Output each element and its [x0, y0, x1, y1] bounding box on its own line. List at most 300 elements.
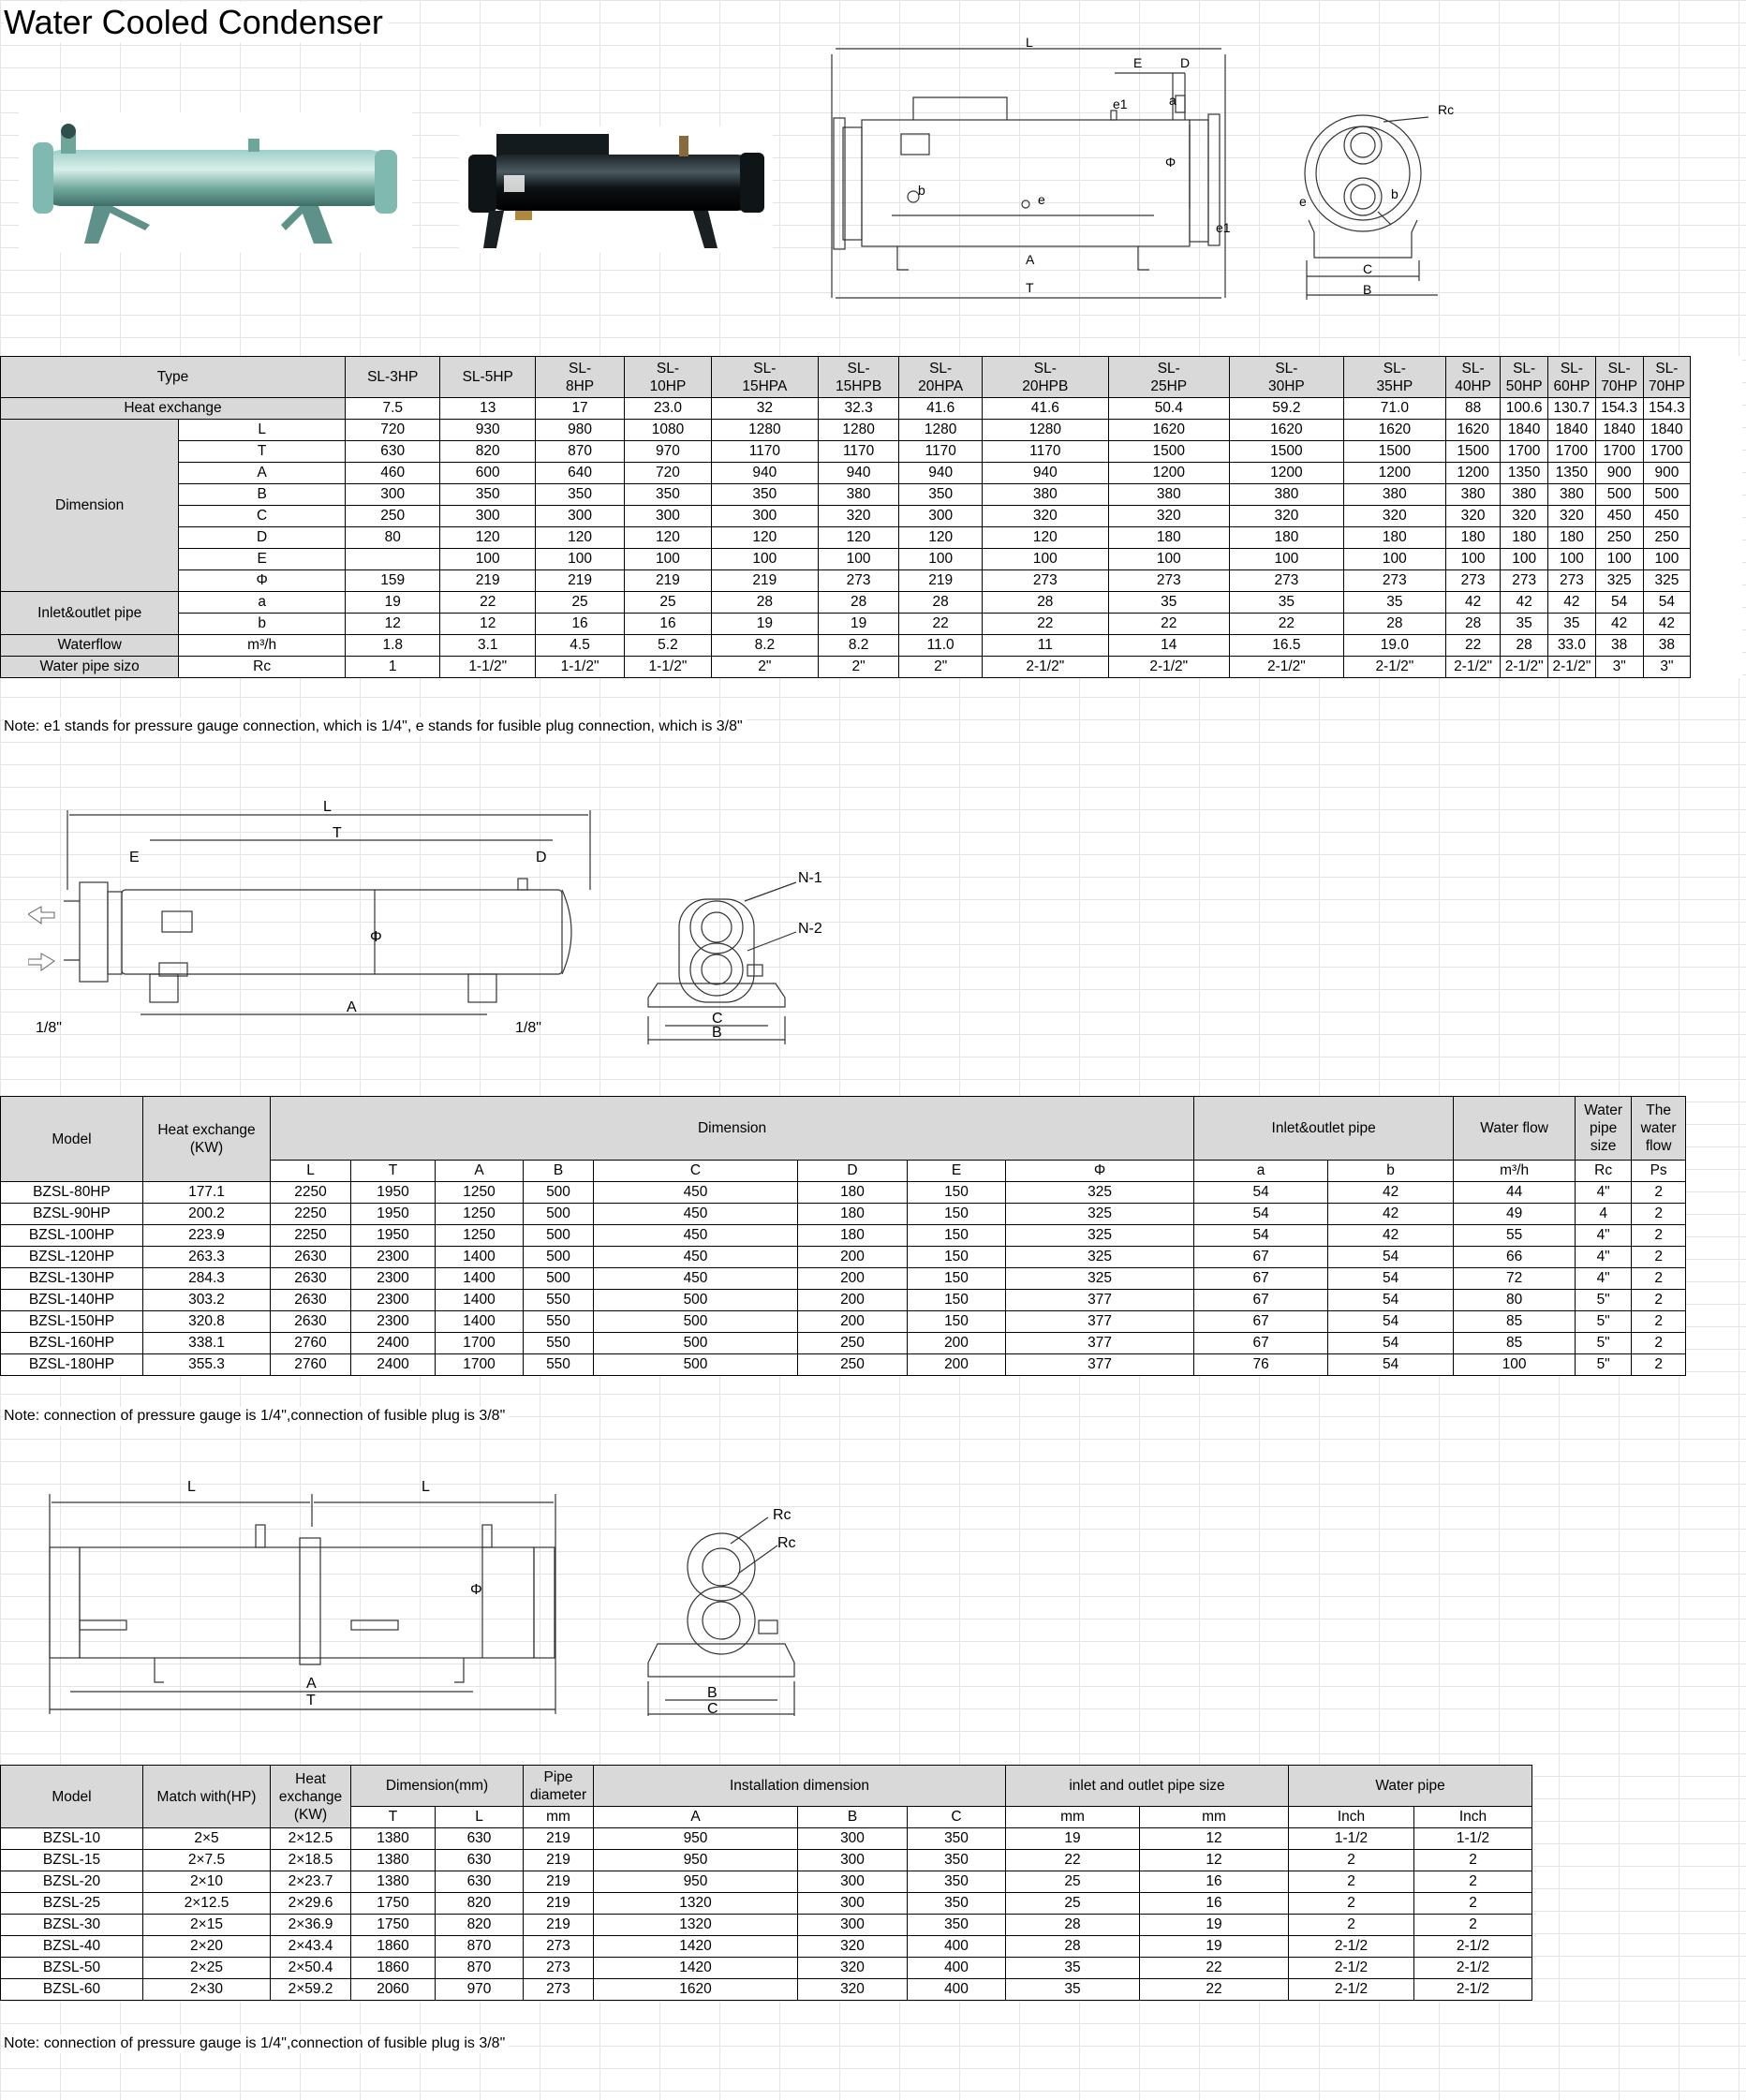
t1-inlet-key: b: [179, 614, 346, 635]
table-cell: 350: [908, 1915, 1006, 1936]
table-cell: 200.2: [143, 1204, 271, 1225]
page-title: Water Cooled Condenser: [4, 2, 389, 43]
table-cell: 16: [625, 614, 712, 635]
table-cell: 85: [1454, 1333, 1576, 1354]
t3-sub-header: L: [436, 1807, 524, 1828]
table-cell: 300: [798, 1850, 908, 1871]
table-cell: 44: [1454, 1182, 1576, 1204]
t2-sub-header: Φ: [1006, 1161, 1194, 1182]
table-cell: 42: [1328, 1182, 1454, 1204]
table-row: [1, 1915, 1532, 1936]
table-cell: 450: [1643, 506, 1691, 527]
table-cell: 2: [1414, 1915, 1532, 1936]
table-cell: BZSL-180HP: [1, 1354, 143, 1376]
table-cell: 130.7: [1548, 398, 1596, 420]
table-cell: 42: [1595, 614, 1643, 635]
table-cell: 970: [436, 1979, 524, 2001]
table-cell: 35: [1343, 592, 1445, 614]
t1-pipe-label: Water pipe sizo: [1, 657, 179, 678]
t3-sub-header: mm: [1006, 1807, 1140, 1828]
table-cell: 300: [711, 506, 818, 527]
t2-sub-header: L: [271, 1161, 351, 1182]
table-cell: 19: [1140, 1915, 1289, 1936]
dim-c: C: [707, 1701, 718, 1717]
dim-l-left: L: [187, 1479, 196, 1495]
t1-model-header: SL- 10HP: [625, 357, 712, 398]
table-cell: 100: [625, 549, 712, 570]
table-cell: 32.3: [818, 398, 898, 420]
table-cell: 500: [594, 1354, 798, 1376]
table-cell: [345, 549, 440, 570]
table-cell: 2400: [351, 1354, 436, 1376]
t2-sub-header: b: [1328, 1161, 1454, 1182]
t3-heat-header: Heat exchange (KW): [271, 1766, 351, 1828]
table-cell: 100: [1643, 549, 1691, 570]
table-cell: 19: [1006, 1828, 1140, 1850]
table-cell: 377: [1006, 1311, 1194, 1333]
table-cell: 3": [1643, 657, 1691, 678]
table-row: [1, 1268, 1686, 1290]
table-cell: 1.8: [345, 635, 440, 657]
table-cell: 300: [798, 1893, 908, 1915]
t2-theflow-header: The water flow: [1632, 1097, 1686, 1161]
table-cell: 450: [594, 1225, 798, 1247]
table-cell: 2×25: [143, 1958, 271, 1979]
t2-sub-header: C: [594, 1161, 798, 1182]
t1-model-header: SL- 20HPB: [983, 357, 1109, 398]
t3-dimension-header: Dimension(mm): [351, 1766, 524, 1807]
t2-sub-header: Ps: [1632, 1161, 1686, 1182]
table-cell: 500: [1643, 484, 1691, 506]
table-cell: 180: [1445, 527, 1500, 549]
table-cell: 820: [436, 1915, 524, 1936]
dim-b: B: [1363, 282, 1372, 297]
table-cell: 2630: [271, 1311, 351, 1333]
table-cell: 38: [1643, 635, 1691, 657]
table-cell: 19.0: [1343, 635, 1445, 657]
dim-d: D: [536, 850, 547, 865]
table-cell: 350: [908, 1850, 1006, 1871]
dim-a: A: [306, 1676, 317, 1692]
table-row: [1, 527, 1742, 549]
table-cell: 3": [1595, 657, 1643, 678]
table-cell: 2: [1632, 1354, 1686, 1376]
table-cell: 300: [440, 506, 536, 527]
table-cell: 54: [1194, 1204, 1328, 1225]
table-cell: 720: [625, 463, 712, 484]
table-cell: 42: [1328, 1225, 1454, 1247]
table-row: [1, 570, 1742, 592]
table-cell: 550: [524, 1333, 594, 1354]
table-cell: 2×50.4: [271, 1958, 351, 1979]
table-cell: BZSL-80HP: [1, 1182, 143, 1204]
table-cell: 250: [1643, 527, 1691, 549]
table-cell: 1420: [594, 1958, 798, 1979]
t2-sub-header: T: [351, 1161, 436, 1182]
table-cell: 67: [1194, 1247, 1328, 1268]
table-cell: 273: [1343, 570, 1445, 592]
table-cell: 154.3: [1643, 398, 1691, 420]
table-cell: 25: [1006, 1893, 1140, 1915]
table-cell: 19: [1140, 1936, 1289, 1958]
table-cell: 42: [1548, 592, 1596, 614]
table-cell: 150: [908, 1247, 1006, 1268]
table-cell: 2760: [271, 1333, 351, 1354]
table-cell: 1170: [899, 441, 983, 463]
table-cell: 35: [1108, 592, 1229, 614]
table-cell: 100: [1445, 549, 1500, 570]
t1-model-header: SL- 15HPA: [711, 357, 818, 398]
table-cell: 350: [535, 484, 624, 506]
label-e1-right: e1: [1216, 220, 1231, 235]
table-cell: 460: [345, 463, 440, 484]
drawing-bzsl-double-end-view: [637, 1499, 824, 1719]
table-row: [1, 549, 1742, 570]
table-cell: 12: [345, 614, 440, 635]
table-cell: 200: [798, 1311, 908, 1333]
table-cell: 450: [594, 1204, 798, 1225]
table-cell: 16: [1140, 1871, 1289, 1893]
table-cell: 4.5: [535, 635, 624, 657]
table-cell: 1860: [351, 1936, 436, 1958]
table-cell: 320: [1445, 506, 1500, 527]
table-cell: 28: [1445, 614, 1500, 635]
table-cell: 320: [798, 1958, 908, 1979]
t2-sub-header: m³/h: [1454, 1161, 1576, 1182]
table-cell: 120: [711, 527, 818, 549]
table-cell: 1080: [625, 420, 712, 441]
table-cell: 630: [345, 441, 440, 463]
black-condenser-photo: [459, 126, 773, 253]
table-cell: 8.2: [711, 635, 818, 657]
table-cell: 72: [1454, 1268, 1576, 1290]
table-cell: 1700: [1595, 441, 1643, 463]
table-cell: 1280: [818, 420, 898, 441]
table-cell: 940: [711, 463, 818, 484]
table-row: [1, 506, 1742, 527]
table-cell: 500: [524, 1247, 594, 1268]
table-cell: 2×12.5: [143, 1893, 271, 1915]
table-cell: 2": [711, 657, 818, 678]
table-cell: 100: [711, 549, 818, 570]
table-row: [1, 635, 1742, 657]
table-cell: 2300: [351, 1311, 436, 1333]
t3-pipe-header: Pipe diameter: [524, 1766, 594, 1807]
t1-dimension-label: Dimension: [1, 420, 179, 592]
table-cell: 350: [625, 484, 712, 506]
table-row: [1, 1333, 1686, 1354]
table-cell: 980: [535, 420, 624, 441]
table-cell: 54: [1328, 1290, 1454, 1311]
table-cell: 28: [711, 592, 818, 614]
table-cell: 1500: [1229, 441, 1343, 463]
table-cell: 12: [1140, 1828, 1289, 1850]
table-cell: 54: [1328, 1311, 1454, 1333]
table-cell: BZSL-15: [1, 1850, 143, 1871]
table-cell: 1840: [1595, 420, 1643, 441]
table-cell: 1700: [1548, 441, 1596, 463]
table-cell: 820: [440, 441, 536, 463]
table-cell: 219: [440, 570, 536, 592]
table-cell: 180: [1108, 527, 1229, 549]
label-e-end: e: [1299, 194, 1307, 209]
table-cell: 325: [1006, 1247, 1194, 1268]
table-cell: 450: [1595, 506, 1643, 527]
table-cell: 1320: [594, 1915, 798, 1936]
table-cell: 22: [983, 614, 1109, 635]
label-rc-top: Rc: [773, 1507, 792, 1523]
table-cell: 80: [1454, 1290, 1576, 1311]
table-cell: 71.0: [1343, 398, 1445, 420]
table-row: [1, 1936, 1532, 1958]
table-cell: 2-1/2": [1548, 657, 1596, 678]
table-cell: 325: [1643, 570, 1691, 592]
table-cell: 870: [436, 1936, 524, 1958]
table-row: [1, 1871, 1532, 1893]
table-cell: 900: [1643, 463, 1691, 484]
table-cell: 400: [908, 1936, 1006, 1958]
table-cell: 22: [440, 592, 536, 614]
table-cell: 950: [594, 1828, 798, 1850]
table-cell: 80: [345, 527, 440, 549]
table-cell: 7.5: [345, 398, 440, 420]
table-cell: 100: [440, 549, 536, 570]
table-cell: 2: [1414, 1850, 1532, 1871]
table-cell: 154.3: [1595, 398, 1643, 420]
table-cell: BZSL-150HP: [1, 1311, 143, 1333]
dim-t: T: [306, 1693, 316, 1708]
table-cell: 67: [1194, 1333, 1328, 1354]
t1-model-header: SL- 25HP: [1108, 357, 1229, 398]
table-cell: 450: [594, 1268, 798, 1290]
table-cell: 1750: [351, 1915, 436, 1936]
table-cell: BZSL-100HP: [1, 1225, 143, 1247]
t1-model-header: SL- 35HP: [1343, 357, 1445, 398]
table-cell: 350: [908, 1893, 1006, 1915]
label-left-1-8: 1/8": [36, 1020, 62, 1036]
table-cell: 1-1/2": [535, 657, 624, 678]
table-cell: 100: [1229, 549, 1343, 570]
label-e1: e1: [1113, 96, 1128, 111]
t1-dimension-key: Φ: [179, 570, 346, 592]
table-cell: 377: [1006, 1333, 1194, 1354]
table-cell: 2×7.5: [143, 1850, 271, 1871]
table-cell: 17: [535, 398, 624, 420]
table-cell: 120: [625, 527, 712, 549]
table-cell: 180: [1501, 527, 1548, 549]
table-cell: 2×18.5: [271, 1850, 351, 1871]
table-cell: 22: [1140, 1979, 1289, 2001]
t1-model-header: SL- 15HPB: [818, 357, 898, 398]
table-cell: 28: [1006, 1936, 1140, 1958]
table-cell: 377: [1006, 1290, 1194, 1311]
t1-dimension-key: E: [179, 549, 346, 570]
table-cell: 25: [1006, 1871, 1140, 1893]
table-cell: 200: [798, 1290, 908, 1311]
table-cell: 820: [436, 1893, 524, 1915]
table-cell: 350: [440, 484, 536, 506]
table-cell: 1350: [1548, 463, 1596, 484]
table-row: [1, 420, 1742, 441]
table-cell: 200: [798, 1247, 908, 1268]
table-cell: 1400: [436, 1247, 524, 1268]
table-cell: 1-1/2": [625, 657, 712, 678]
table-cell: 100: [1548, 549, 1596, 570]
table-cell: 500: [524, 1268, 594, 1290]
table-cell: 100: [983, 549, 1109, 570]
table-cell: 380: [1343, 484, 1445, 506]
table-cell: 35: [1501, 614, 1548, 635]
table-cell: 16.5: [1229, 635, 1343, 657]
table-cell: 219: [524, 1871, 594, 1893]
table-cell: 380: [1548, 484, 1596, 506]
table-cell: 325: [1006, 1204, 1194, 1225]
t2-heat-header: Heat exchange (KW): [143, 1097, 271, 1182]
label-b-end: b: [1391, 186, 1398, 201]
table-row: [1, 1958, 1532, 1979]
table-cell: 1400: [436, 1268, 524, 1290]
drawing-bzsl-end-view: [637, 862, 852, 1049]
table-cell: 180: [1229, 527, 1343, 549]
dim-a: A: [347, 999, 357, 1015]
table-cell: 150: [908, 1182, 1006, 1204]
table-cell: 380: [1501, 484, 1548, 506]
table-cell: 377: [1006, 1354, 1194, 1376]
table-cell: 35: [1006, 1979, 1140, 2001]
table-cell: 2-1/2": [1501, 657, 1548, 678]
table-cell: 180: [1343, 527, 1445, 549]
table-cell: 22: [1229, 614, 1343, 635]
table-cell: 100: [535, 549, 624, 570]
table-cell: 4: [1576, 1204, 1632, 1225]
table-cell: 940: [983, 463, 1109, 484]
table-cell: 100.6: [1501, 398, 1548, 420]
table-cell: 150: [908, 1225, 1006, 1247]
table-cell: 5": [1576, 1311, 1632, 1333]
t1-model-header: SL- 30HP: [1229, 357, 1343, 398]
table-cell: 930: [440, 420, 536, 441]
t1-dimension-key: A: [179, 463, 346, 484]
table-cell: 1840: [1501, 420, 1548, 441]
table-cell: 1400: [436, 1311, 524, 1333]
table-cell: 42: [1501, 592, 1548, 614]
table-cell: 35: [1548, 614, 1596, 635]
table-cell: 2250: [271, 1225, 351, 1247]
t1-model-header: SL- 50HP: [1501, 357, 1548, 398]
t1-waterflow-label: Waterflow: [1, 635, 179, 657]
table-cell: 150: [908, 1311, 1006, 1333]
t2-pipesize-header: Water pipe size: [1576, 1097, 1632, 1161]
t1-type-header: Type: [1, 357, 346, 398]
t2-sub-header: A: [436, 1161, 524, 1182]
table-cell: 1-1/2: [1414, 1828, 1532, 1850]
table-cell: 273: [524, 1958, 594, 1979]
table-cell: 1170: [983, 441, 1109, 463]
t3-sub-header: mm: [524, 1807, 594, 1828]
table-cell: 720: [345, 420, 440, 441]
dim-t: T: [1026, 280, 1034, 295]
table-cell: 11: [983, 635, 1109, 657]
table-cell: 42: [1643, 614, 1691, 635]
table-cell: 35: [1006, 1958, 1140, 1979]
table-cell: 150: [908, 1290, 1006, 1311]
note-1: Note: e1 stands for pressure gauge connection, which is 1/4", e stands for fusible plug connection, which is 3/8": [4, 717, 747, 736]
label-b: b: [918, 183, 925, 198]
label-e: e: [1038, 192, 1045, 207]
table-cell: BZSL-120HP: [1, 1247, 143, 1268]
table-cell: 28: [899, 592, 983, 614]
table-cell: 12: [440, 614, 536, 635]
t2-sub-header: E: [908, 1161, 1006, 1182]
table-cell: 2×10: [143, 1871, 271, 1893]
table-cell: 2-1/2": [1108, 657, 1229, 678]
table-cell: 450: [594, 1247, 798, 1268]
t2-sub-header: a: [1194, 1161, 1328, 1182]
t1-model-header: SL-5HP: [440, 357, 536, 398]
table-cell: 300: [899, 506, 983, 527]
table-cell: 2300: [351, 1247, 436, 1268]
table-cell: 2: [1289, 1850, 1414, 1871]
table-cell: 219: [535, 570, 624, 592]
label-n1: N-1: [798, 870, 822, 886]
table-cell: 2250: [271, 1182, 351, 1204]
table-cell: 2×15: [143, 1915, 271, 1936]
table-cell: 100: [1501, 549, 1548, 570]
table-cell: 970: [625, 441, 712, 463]
table-cell: 22: [1445, 635, 1500, 657]
t2-dimension-header: Dimension: [271, 1097, 1194, 1161]
table-cell: 200: [798, 1268, 908, 1290]
table-cell: 23.0: [625, 398, 712, 420]
table-cell: 2-1/2: [1414, 1936, 1532, 1958]
table-row: [1, 1225, 1686, 1247]
t2-model-header: Model: [1, 1097, 143, 1182]
table-cell: 300: [345, 484, 440, 506]
table-row: [1, 484, 1742, 506]
table-cell: 2×12.5: [271, 1828, 351, 1850]
table-cell: 219: [625, 570, 712, 592]
table-cell: 320: [1501, 506, 1548, 527]
table-row: [1, 1828, 1532, 1850]
table-cell: 2: [1632, 1311, 1686, 1333]
table-cell: 940: [818, 463, 898, 484]
t2-waterflow-header: Water flow: [1454, 1097, 1576, 1161]
table-cell: 8.2: [818, 635, 898, 657]
table-cell: 320: [1343, 506, 1445, 527]
dim-phi: Φ: [370, 929, 382, 945]
table-cell: 250: [798, 1354, 908, 1376]
table-cell: 2: [1289, 1915, 1414, 1936]
t3-sub-header: mm: [1140, 1807, 1289, 1828]
t1-dimension-key: L: [179, 420, 346, 441]
drawing-bzsl-side-view: [28, 787, 599, 1044]
table-cell: 2-1/2": [983, 657, 1109, 678]
table-cell: 273: [1108, 570, 1229, 592]
table-cell: 1700: [1501, 441, 1548, 463]
t1-dimension-key: B: [179, 484, 346, 506]
table-cell: 2-1/2": [1445, 657, 1500, 678]
table-cell: 12: [1140, 1850, 1289, 1871]
table-cell: 325: [1006, 1268, 1194, 1290]
table-cell: 1400: [436, 1290, 524, 1311]
table-cell: 67: [1194, 1311, 1328, 1333]
table-cell: 32: [711, 398, 818, 420]
table-row: [1, 614, 1742, 635]
t3-sub-header: T: [351, 1807, 436, 1828]
table-cell: 2×43.4: [271, 1936, 351, 1958]
table-row: [1, 657, 1742, 678]
table-cell: 2": [899, 657, 983, 678]
